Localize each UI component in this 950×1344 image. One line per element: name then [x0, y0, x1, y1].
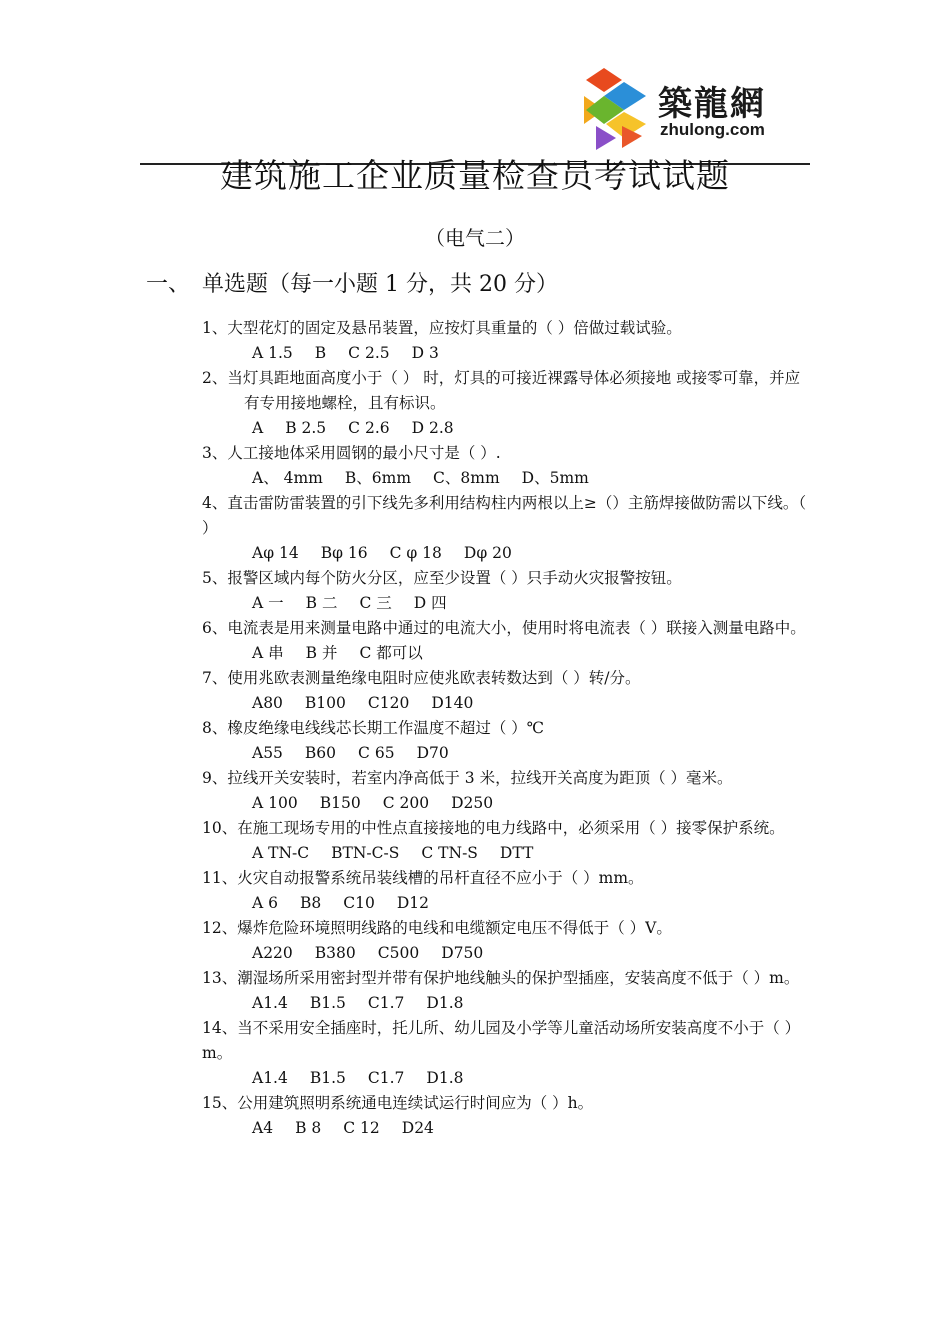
option-label: C、8mm: [433, 469, 500, 487]
question-options: [202, 741, 808, 766]
question-text: 2、当灯具距地面高度小于（ ） 时，灯具的可接近裸露导体必须接地 或接零可靠，并应有专用接地螺栓，且有标识。: [202, 369, 801, 412]
option-label: C 都可以: [359, 644, 423, 662]
section-heading: [146, 270, 558, 300]
option-label: B 8: [295, 1119, 322, 1137]
option-label: B 并: [305, 644, 338, 662]
option-label: B1.5: [309, 994, 346, 1012]
question-item: [202, 566, 808, 616]
page-subtitle: （电气二）: [425, 226, 525, 250]
option-label: B、6mm: [344, 469, 412, 487]
question-options: [202, 1066, 808, 1091]
option-label: Aφ 14: [252, 544, 299, 562]
option-label: D 3: [411, 344, 439, 362]
option-label: DTT: [499, 844, 534, 862]
option-label: A1.4: [252, 1069, 288, 1087]
option-label: B: [314, 344, 327, 362]
option-label: A220: [252, 944, 293, 962]
option-label: A、 4mm: [252, 469, 323, 487]
question-text: 3、人工接地体采用圆钢的最小尺寸是（ ）.: [202, 444, 501, 462]
question-item: [202, 766, 808, 816]
question-options: [202, 891, 808, 916]
option-label: D12: [396, 894, 429, 912]
option-label: D1.8: [426, 1069, 464, 1087]
option-label: A1.4: [252, 994, 288, 1012]
option-label: A 一: [252, 594, 284, 612]
option-label: BTN-C-S: [331, 844, 400, 862]
option-label: C TN-S: [421, 844, 478, 862]
option-label: A: [252, 419, 264, 437]
option-label: A4: [252, 1119, 274, 1137]
option-label: D1.8: [426, 994, 464, 1012]
option-label: D70: [416, 744, 449, 762]
question-options: [202, 841, 808, 866]
question-options: [202, 466, 808, 491]
section-title: 单选题（每一小题 1 分，共 20 分）: [202, 272, 558, 297]
option-label: D 四: [413, 594, 447, 612]
page-title: 建筑施工企业质量检查员考试试题: [220, 156, 730, 195]
option-label: B380: [314, 944, 356, 962]
question-item: [202, 1016, 808, 1091]
option-label: B100: [304, 694, 346, 712]
question-text: 1、大型花灯的固定及悬吊装置，应按灯具重量的（ ）倍做过载试验。: [202, 319, 682, 337]
option-label: A 6: [252, 894, 278, 912]
question-item: [202, 866, 808, 916]
question-options: [202, 691, 808, 716]
option-label: D250: [451, 794, 494, 812]
question-item: [202, 616, 808, 666]
question-options: [202, 641, 808, 666]
question-options: [202, 1116, 808, 1141]
option-label: C1.7: [367, 994, 405, 1012]
question-options: [202, 341, 808, 366]
option-label: A80: [252, 694, 283, 712]
option-label: B60: [304, 744, 337, 762]
option-label: C 三: [359, 594, 392, 612]
option-label: B 二: [305, 594, 338, 612]
question-text: 7、使用兆欧表测量绝缘电阻时应使兆欧表转数达到（ ）转/分。: [202, 669, 641, 687]
option-label: B 2.5: [285, 419, 327, 437]
question-item: [202, 716, 808, 766]
question-options: [202, 416, 808, 441]
option-label: C500: [377, 944, 420, 962]
question-options: [202, 541, 808, 566]
question-item: [202, 366, 808, 441]
question-item: [202, 316, 808, 366]
option-label: C 2.6: [348, 419, 390, 437]
option-label: C 12: [343, 1119, 380, 1137]
option-label: C 65: [358, 744, 395, 762]
option-label: C 200: [382, 794, 430, 812]
option-label: C1.7: [367, 1069, 405, 1087]
option-label: D140: [431, 694, 474, 712]
question-text: 10、在施工现场专用的中性点直接接地的电力线路中，必须采用（ ）接零保护系统。: [202, 819, 785, 837]
option-label: B150: [319, 794, 361, 812]
question-text: 8、橡皮绝缘电线线芯长期工作温度不超过（ ）℃: [202, 719, 545, 737]
question-text: 9、拉线开关安装时，若室内净高低于 3 米，拉线开关高度为距顶（ ）毫米。: [202, 769, 733, 787]
question-text: 4、直击雷防雷装置的引下线先多利用结构柱内两根以上≥（）主筋焊接做防需以下线。（ ）: [202, 494, 807, 537]
zhulong-logo-mark-icon: [582, 66, 652, 150]
logo-domain-text: zhulong.com: [660, 120, 765, 139]
option-label: A 100: [252, 794, 298, 812]
section-number: 一、: [146, 272, 191, 297]
option-label: Dφ 20: [463, 544, 512, 562]
question-text: 13、潮湿场所采用密封型并带有保护地线触头的保护型插座，安装高度不低于（ ）m。: [202, 969, 800, 987]
option-label: D24: [401, 1119, 434, 1137]
option-label: A55: [252, 744, 283, 762]
question-item: [202, 966, 808, 1016]
option-label: A 1.5: [252, 344, 293, 362]
option-label: A 串: [252, 644, 284, 662]
question-item: [202, 491, 808, 566]
question-item: [202, 441, 808, 491]
logo-chinese-text: 築龍網: [658, 84, 766, 124]
option-label: C10: [343, 894, 375, 912]
question-options: [202, 591, 808, 616]
question-item: [202, 1091, 808, 1141]
zhulong-logo: [582, 66, 782, 150]
option-label: C 2.5: [348, 344, 390, 362]
option-label: B1.5: [309, 1069, 346, 1087]
question-options: [202, 791, 808, 816]
question-text: 14、当不采用安全插座时，托儿所、幼儿园及小学等儿童活动场所安装高度不小于（ ）m。: [202, 1019, 801, 1062]
option-label: D、5mm: [521, 469, 589, 487]
option-label: C φ 18: [389, 544, 442, 562]
question-text: 6、电流表是用来测量电路中通过的电流大小，使用时将电流表（ ）联接入测量电路中。: [202, 619, 806, 637]
question-text: 15、公用建筑照明系统通电连续试运行时间应为（ ）h。: [202, 1094, 594, 1112]
option-label: B8: [299, 894, 322, 912]
question-text: 12、爆炸危险环境照明线路的电线和电缆额定电压不得低于（ ）V。: [202, 919, 672, 937]
question-item: [202, 916, 808, 966]
option-label: D 2.8: [411, 419, 454, 437]
question-item: [202, 666, 808, 716]
option-label: Bφ 16: [320, 544, 368, 562]
question-text: 5、报警区域内每个防火分区，应至少设置（ ）只手动火灾报警按钮。: [202, 569, 682, 587]
option-label: C120: [367, 694, 410, 712]
question-options: [202, 941, 808, 966]
question-text: 11、火灾自动报警系统吊装线槽的吊杆直径不应小于（ ）mm。: [202, 869, 644, 887]
option-label: A TN-C: [252, 844, 310, 862]
option-label: D750: [441, 944, 484, 962]
question-options: [202, 991, 808, 1016]
question-item: [202, 816, 808, 866]
question-list: [202, 316, 808, 1141]
